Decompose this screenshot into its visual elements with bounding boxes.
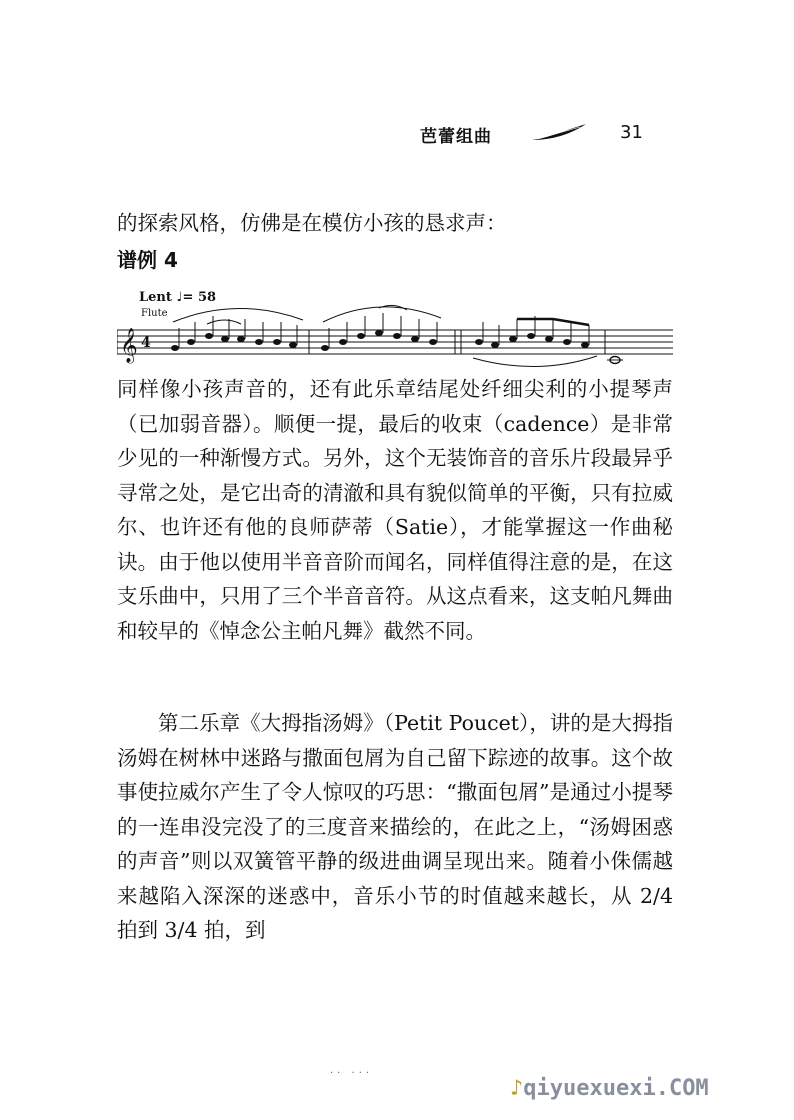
- paragraph-3: 第二乐章《大拇指汤姆》（Petit Poucet），讲的是大拇指汤姆在树林中迷路与撒面包屑为自己留下踪迹的故事。这个故事使拉威尔产生了令人惊叹的巧思：“撒面包屑”是通过小提琴的一连串没完没了的三度音来描绘的，在此之上，“汤姆困惑的声音”则以双簧管平静的级进曲调呈现出来。随着小侏儒越来越陷入深深的迷惑中，音乐小节的时值越来越长，从 2/4 拍到 3/4 拍，到: [117, 711, 673, 942]
- svg-text:4: 4: [141, 335, 151, 351]
- running-header-title: 芭蕾组曲: [420, 127, 492, 147]
- paragraph-2: 同样像小孩声音的，还有此乐章结尾处纤细尖利的小提琴声（已加弱音器）。顺便一提，最后的收束（cadence）是非常少见的一种渐慢方式。另外，这个无装饰音的音乐片段最异乎寻常之处，是它出奇的清澈和具有貌似简单的平衡，只有拉威尔、也许还有他的良师萨蒂（Satie），才能掌握这一作曲秘诀。由于他以使用半音音阶而闻名，同样值得注意的是，在这支乐曲中，只用了三个半音音符。从这点看来，这支帕凡舞曲和较早的《悼念公主帕凡舞》截然不同。: [117, 377, 673, 643]
- footer-marks: ·· ···: [330, 1068, 374, 1079]
- page-number: 31: [620, 122, 643, 143]
- watermark-logo-icon: ♪: [510, 1076, 524, 1101]
- watermark-text: qiyuexuexi.COM: [523, 1076, 709, 1101]
- running-header: [420, 118, 660, 150]
- instrument-label: Flute: [141, 308, 168, 319]
- watermark: [510, 1076, 709, 1101]
- music-example: [117, 284, 673, 370]
- tempo-marking: Lent ♩= 58: [139, 290, 217, 305]
- paragraph-1: 的探索风格，仿佛是在模仿小孩的恳求声：: [117, 211, 507, 235]
- example-label: 谱例 4: [117, 248, 178, 272]
- svg-text:𝄞: 𝄞: [120, 328, 138, 363]
- feather-ornament-icon: [530, 122, 590, 144]
